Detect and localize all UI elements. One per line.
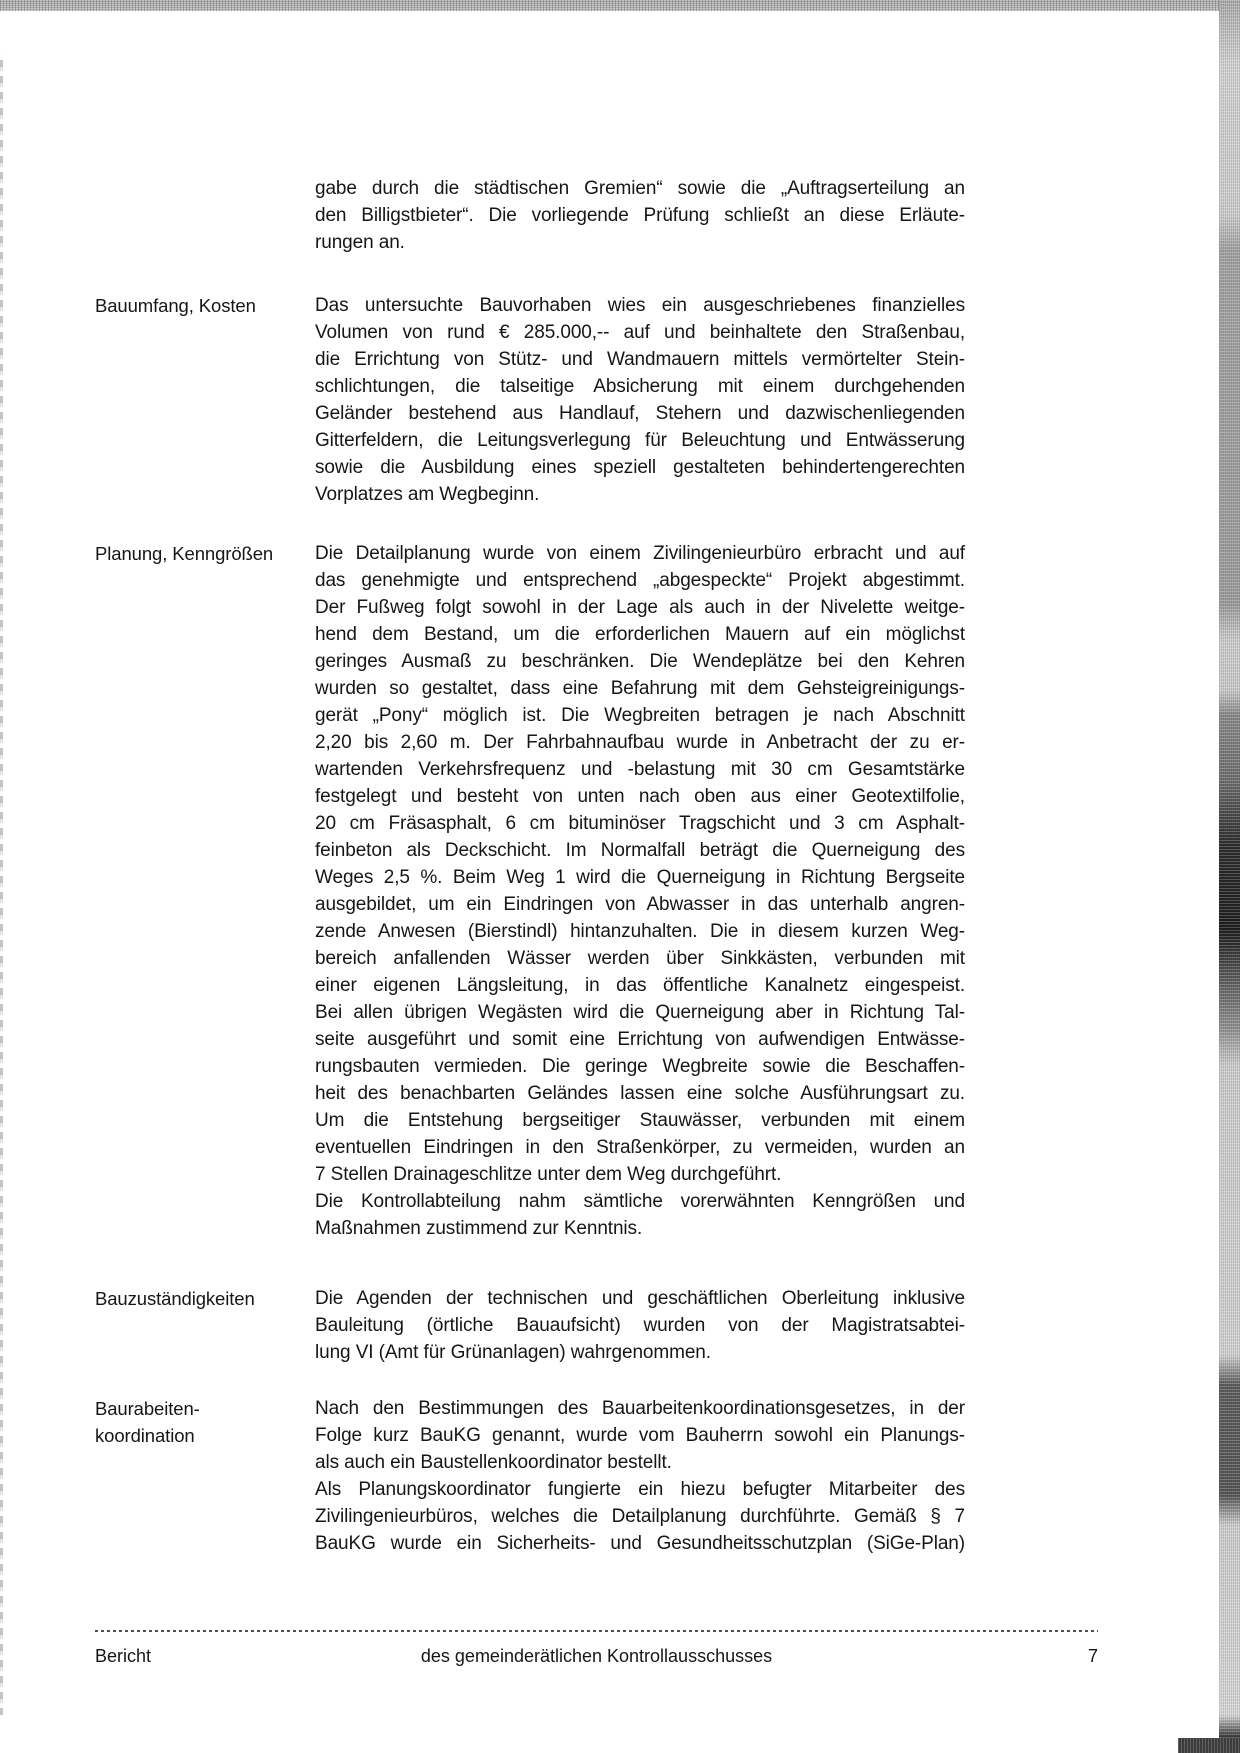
body-text-line: rungsbauten vermieden. Die geringe Wegbreite sowie die Beschaffen- bbox=[315, 1056, 965, 1077]
body-text-line: Bauleitung (örtliche Bauaufsicht) wurden von der Magistratsabtei- bbox=[315, 1315, 965, 1336]
footer-committee-label: des gemeinderätlichen Kontrollausschusses bbox=[420, 1646, 773, 1666]
body-text-line: Als Planungskoordinator fungierte ein hiezu befugter Mitarbeiter des bbox=[315, 1479, 965, 1500]
margin-label bbox=[95, 1285, 315, 1312]
section-text bbox=[315, 1285, 965, 1366]
body-text-line: gerät „Pony“ möglich ist. Die Wegbreiten betragen je nach Abschnitt bbox=[315, 705, 965, 726]
body-text-line: ausgebildet, um ein Eindringen von Abwasser in das unterhalb angren- bbox=[315, 894, 965, 915]
footer-report-label: Bericht bbox=[95, 1646, 152, 1666]
body-text-line: BauKG wurde ein Sicherheits- und Gesundheitsschutzplan (SiGe-Plan) bbox=[315, 1533, 965, 1554]
body-text-line: als auch ein Baustellenkoordinator bestellt. bbox=[315, 1452, 672, 1473]
body-text-line: das genehmigte und entsprechend „abgespeckte“ Projekt abgestimmt. bbox=[315, 570, 965, 591]
margin-label-line: Baurabeiten- bbox=[95, 1398, 200, 1419]
body-text-line: die Errichtung von Stütz- und Wandmauern mittels vermörtelter Stein- bbox=[315, 349, 965, 370]
document-section bbox=[95, 540, 1098, 1242]
body-text-line: schlichtungen, die talseitige Absicherung mit einem durchgehenden bbox=[315, 376, 965, 397]
body-text-line: Die Agenden der technischen und geschäftlichen Oberleitung inklusive bbox=[315, 1288, 965, 1309]
body-text-line: Der Fußweg folgt sowohl in der Lage als auch in der Nivelette weitge- bbox=[315, 597, 965, 618]
document-section bbox=[95, 292, 1098, 508]
body-text-line: Zivilingenieurbüros, welches die Detailplanung durchführte. Gemäß § 7 bbox=[315, 1506, 965, 1527]
body-text-line: Folge kurz BauKG genannt, wurde vom Bauherrn sowohl ein Planungs- bbox=[315, 1425, 965, 1446]
body-text-line: hend dem Bestand, um die erforderlichen Mauern auf ein möglichst bbox=[315, 624, 965, 645]
body-text-line: Weges 2,5 %. Beim Weg 1 wird die Querneigung in Richtung Bergseite bbox=[315, 867, 965, 888]
footer-divider-dashed-line bbox=[95, 1630, 1098, 1632]
body-text-line: heit des benachbarten Geländes lassen eine solche Ausführungsart zu. bbox=[315, 1083, 965, 1104]
body-text-line: gabe durch die städtischen Gremien“ sowie die „Auftragserteilung an bbox=[315, 178, 965, 199]
section-text bbox=[315, 1395, 965, 1557]
margin-label-line: Bauumfang, Kosten bbox=[95, 295, 256, 316]
body-text-line: Geländer bestehend aus Handlauf, Stehern und dazwischenliegenden bbox=[315, 403, 965, 424]
footer-page-number: 7 bbox=[1087, 1646, 1098, 1666]
margin-label-line: Bauzuständigkeiten bbox=[95, 1288, 255, 1309]
body-text-line: Volumen von rund € 285.000,-- auf und beinhaltete den Straßenbau, bbox=[315, 322, 965, 343]
body-text-line: Das untersuchte Bauvorhaben wies ein ausgeschriebenes finanzielles bbox=[315, 295, 965, 316]
body-text-line: wartenden Verkehrsfrequenz und -belastung mit 30 cm Gesamtstärke bbox=[315, 759, 965, 780]
section-text bbox=[315, 540, 965, 1242]
body-text-line: Gitterfeldern, die Leitungsverlegung für Beleuchtung und Entwässerung bbox=[315, 430, 965, 451]
body-text-line: seite ausgeführt und somit eine Errichtung von aufwendigen Entwässe- bbox=[315, 1029, 965, 1050]
body-text-line: 7 Stellen Drainageschlitze unter dem Weg durchgeführt. bbox=[315, 1164, 782, 1185]
body-text-line: Bei allen übrigen Wegästen wird die Querneigung aber in Richtung Tal- bbox=[315, 1002, 965, 1023]
body-text-line: rungen an. bbox=[315, 232, 405, 253]
margin-label-line: Planung, Kenngrößen bbox=[95, 543, 274, 564]
body-text-line: 20 cm Fräsasphalt, 6 cm bituminöser Tragschicht und 3 cm Asphalt- bbox=[315, 813, 965, 834]
body-text-line: Um die Entstehung bergseitiger Stauwässer, verbunden mit einem bbox=[315, 1110, 965, 1131]
body-text-line: einer eigenen Längsleitung, in das öffentliche Kanalnetz eingespeist. bbox=[315, 975, 965, 996]
scan-artifact-left-edge bbox=[0, 55, 3, 1715]
body-text-line: Die Kontrollabteilung nahm sämtliche vorerwähnten Kenngrößen und bbox=[315, 1191, 965, 1212]
body-text-line: lung VI (Amt für Grünanlagen) wahrgenommen. bbox=[315, 1342, 711, 1363]
margin-label bbox=[95, 292, 315, 319]
body-text-line: sowie die Ausbildung eines speziell gestalteten behindertengerechten bbox=[315, 457, 965, 478]
body-text-line: 2,20 bis 2,60 m. Der Fahrbahnaufbau wurde in Anbetracht der zu er- bbox=[315, 732, 965, 753]
body-text-line: wurden so gestaltet, dass eine Befahrung mit dem Gehsteigreinigungs- bbox=[315, 678, 965, 699]
body-text-line: den Billigstbieter“. Die vorliegende Prüfung schließt an diese Erläute- bbox=[315, 205, 965, 226]
scan-artifact-right-edge bbox=[1219, 0, 1240, 1753]
body-text-line: Nach den Bestimmungen des Bauarbeitenkoordinationsgesetzes, in der bbox=[315, 1398, 965, 1419]
margin-label-line: koordination bbox=[95, 1425, 195, 1446]
document-section bbox=[95, 175, 1098, 256]
document-section bbox=[95, 1395, 1098, 1557]
body-text-line: Die Detailplanung wurde von einem Zivilingenieurbüro erbracht und auf bbox=[315, 543, 965, 564]
scan-artifact-bottom-right bbox=[1178, 1738, 1240, 1753]
margin-label bbox=[95, 540, 315, 567]
document-section bbox=[95, 1285, 1098, 1366]
body-text-line: zende Anwesen (Bierstindl) hintanzuhalten. Die in diesem kurzen Weg- bbox=[315, 921, 965, 942]
section-text bbox=[315, 175, 965, 256]
section-text bbox=[315, 292, 965, 508]
document-body bbox=[95, 0, 1098, 1557]
body-text-line: Maßnahmen zustimmend zur Kenntnis. bbox=[315, 1218, 643, 1239]
margin-label bbox=[95, 1395, 315, 1449]
body-text-line: festgelegt und besteht von unten nach oben aus einer Geotextilfolie, bbox=[315, 786, 965, 807]
body-text-line: Vorplatzes am Wegbeginn. bbox=[315, 484, 540, 505]
body-text-line: bereich anfallenden Wässer werden über Sinkkästen, verbunden mit bbox=[315, 948, 965, 969]
body-text-line: eventuellen Eindringen in den Straßenkörper, zu vermeiden, wurden an bbox=[315, 1137, 965, 1158]
body-text-line: feinbeton als Deckschicht. Im Normalfall beträgt die Querneigung des bbox=[315, 840, 965, 861]
body-text-line: geringes Ausmaß zu beschränken. Die Wendeplätze bei den Kehren bbox=[315, 651, 965, 672]
